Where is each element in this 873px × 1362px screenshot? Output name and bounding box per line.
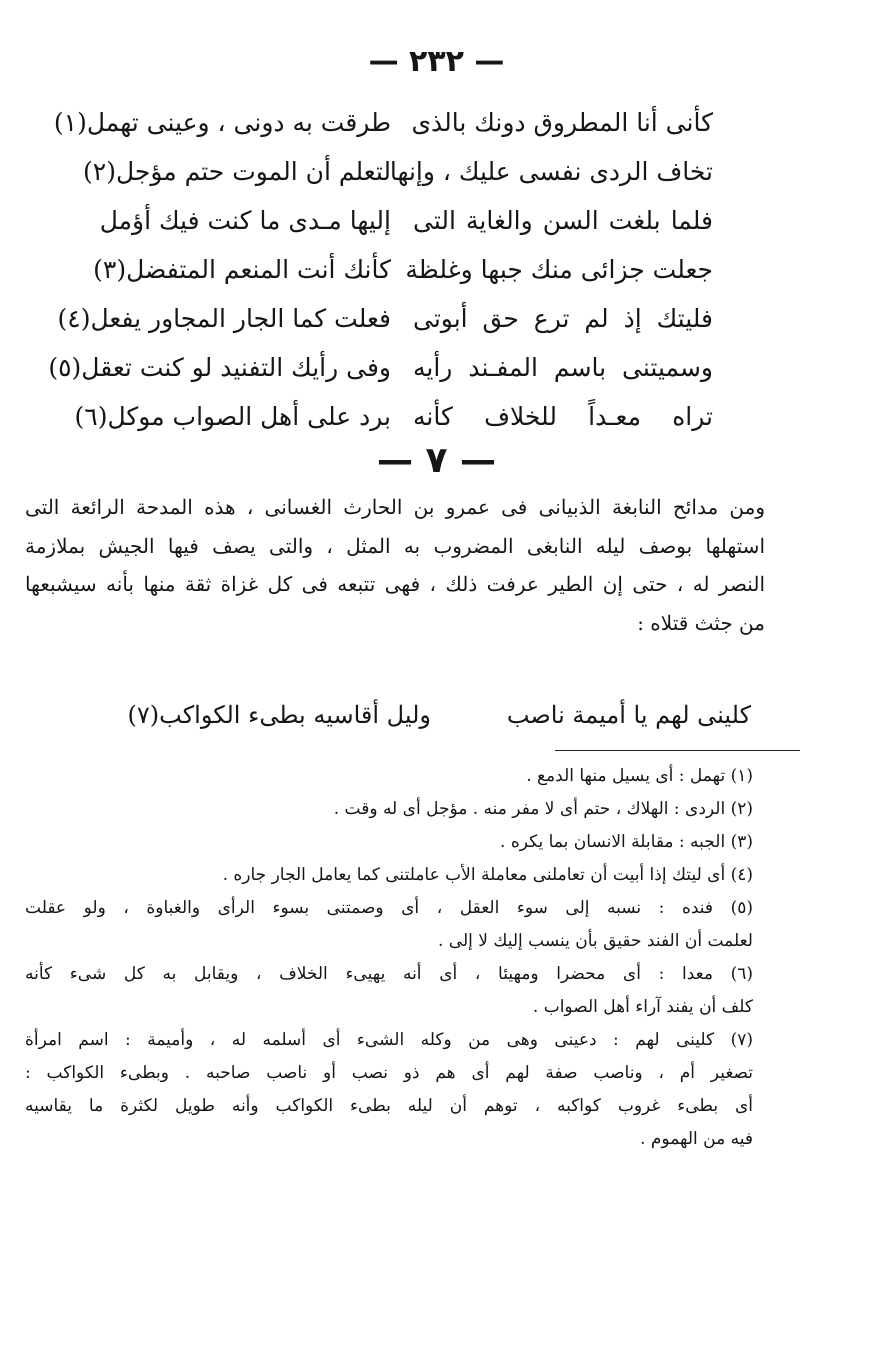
verse-line — [0, 296, 873, 342]
footnote-line: (٧) كلينى لهم : دعينى وهى من وكله الشىء أى أسلمه له ، وأميمة : اسم امرأة — [25, 1030, 753, 1050]
verse-first-hemistich: جعلت جزائى منك جبها وغلظة — [405, 255, 713, 284]
intro-line: ومن مدائح النابغة الذبيانى فى عمرو بن الحارث الغسانى ، هذه المدحة الرائعة التى — [25, 495, 765, 519]
section-number: — ٧ — — [376, 440, 497, 481]
footnote-6 — [25, 958, 753, 1024]
footnote-line: (١) تهمل : أى يسيل منها الدمع . — [526, 766, 753, 786]
footnote-line: (٥) فنده : نسبه إلى سوء العقل ، أى وصمتنى بسوء الرأى والغباوة ، ولو عقلت — [25, 898, 753, 918]
footnote-line: (٣) الجبه : مقابلة الانسان بما يكره . — [500, 832, 753, 852]
footnote-5 — [25, 892, 753, 958]
footnote-line: كلف أن يفند آراء أهل الصواب . — [532, 997, 753, 1017]
verse-first-hemistich: تراه معـداً للخلاف كأنه — [413, 402, 713, 431]
verse-line — [0, 394, 873, 440]
verse-second-hemistich: فعلت كما الجار المجاور يفعل(٤) — [57, 304, 391, 333]
footnote-line: (٢) الردى : الهلاك ، حتم أى لا مفر منه . مؤجل أى له وقت . — [333, 799, 753, 819]
verse-second-hemistich: وفى رأيك التفنيد لو كنت تعقل(٥) — [48, 353, 391, 382]
footnote-line: (٤) أى ليتك إذا أبيت أن تعاملنى معاملة الأب عاملتنى كما يعامل الجار جاره . — [222, 865, 753, 885]
verse-line — [0, 149, 873, 195]
verse-second-hemistich: طرقت به دونى ، وعينى تهمل(١) — [53, 108, 391, 137]
footnote-7 — [25, 1024, 753, 1156]
verse-first-hemistich: وسميتنى باسم المفـند رأيه — [413, 353, 713, 382]
intro-line: استهلها بوصف ليله النابغى المضروب به المثل ، والتى يصف فيها الجيش بملازمة — [25, 533, 765, 558]
intro-paragraph — [25, 488, 765, 642]
footnote-line: لعلمت أن الفند حقيق بأن ينسب إليك لا إلى . — [438, 931, 753, 951]
footnote-2 — [25, 793, 753, 826]
verse-first-hemistich: تخاف الردى نفسى عليك ، وإنها — [389, 157, 713, 186]
verse-second-hemistich: برد على أهل الصواب موكل(٦) — [74, 402, 391, 431]
footnote-line: تصغير أم ، وناصب صفة لهم أى هم ذو نصب أو ناصب صاحبه . وبطىء الكواكب : — [25, 1063, 753, 1083]
intro-line: من جثث قتلاه : — [637, 610, 765, 635]
footnotes — [25, 760, 753, 1156]
verse-first-hemistich: فليتك إذ لم ترع حق أبوتى — [413, 304, 713, 333]
intro-line: النصر له ، حتى إن الطير عرفت ذلك ، فهى تتبعه فى كل غزاة ثقة منها بأنه سيشبعها — [25, 572, 765, 596]
verse-line — [0, 198, 873, 244]
footnote-3 — [25, 826, 753, 859]
quoted-verse — [51, 690, 751, 740]
verse-line — [0, 100, 873, 146]
footnote-divider — [555, 750, 800, 751]
verse-first-hemistich: فلما بلغت السن والغاية التى — [413, 206, 713, 235]
verse-second-hemistich: إليها مـدى ما كنت فيك أؤمل — [99, 206, 391, 235]
footnote-4 — [25, 859, 753, 892]
footnote-1 — [25, 760, 753, 793]
verse-second-hemistich: كأنك أنت المنعم المتفضل(٣) — [93, 255, 391, 284]
quoted-verse-second-hemistich: وليل أقاسيه بطىء الكواكب(٧) — [127, 701, 431, 729]
quoted-verse-first-hemistich: كلينى لهم يا أميمة ناصب — [506, 701, 751, 729]
verse-line — [0, 247, 873, 293]
page-number: — ٢٣٢ — — [368, 44, 505, 79]
footnote-line: فيه من الهموم . — [640, 1129, 753, 1149]
verse-first-hemistich: كأنى أنا المطروق دونك بالذى — [411, 108, 713, 137]
footnote-line: (٦) معدا : أى محضرا ومهيئا ، أى أنه يهيىء الخلاف ، ويقابل به كل شىء كأنه — [25, 964, 753, 984]
verse-line — [0, 345, 873, 391]
footnote-line: أى بطىء غروب كواكبه ، توهم أن ليله بطىء الكواكب وأنه طويل لكثرة ما يقاسيه — [25, 1096, 753, 1116]
verse-second-hemistich: لتعلم أن الموت حتم مؤجل(٢) — [83, 157, 391, 186]
